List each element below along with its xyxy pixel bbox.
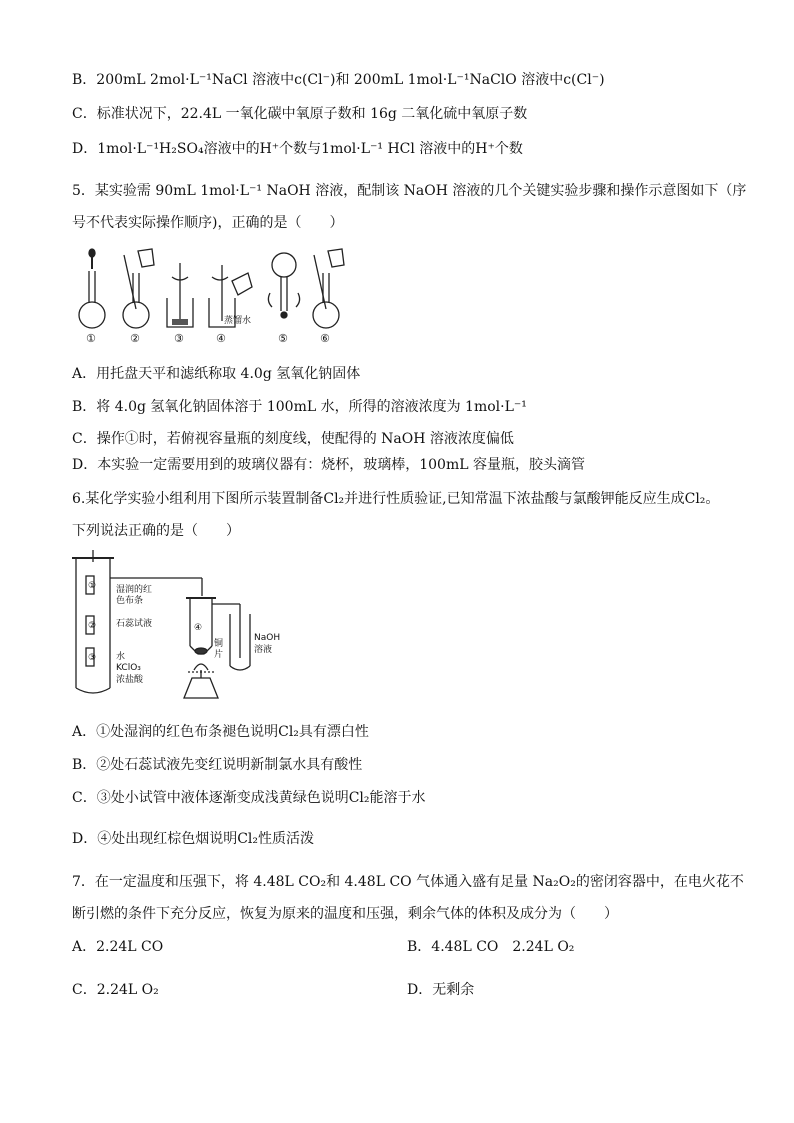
label-water: 水 xyxy=(116,652,126,662)
label-wet-cloth-a: 湿润的红 xyxy=(116,585,153,595)
q6-option-b: B．②处石蕊试液先变红说明新制氯水具有酸性 xyxy=(72,757,363,773)
fig-num-3: ③ xyxy=(174,332,184,345)
label-copper-a: 铜 xyxy=(214,639,224,649)
q7-option-c: C．2.24L O₂ xyxy=(72,982,159,998)
q4-option-d: D．1mol·L⁻¹H₂SO₄溶液中的H⁺个数与1mol·L⁻¹ HCl 溶液中的H⁺个数 xyxy=(72,141,523,157)
label-n3: ③ xyxy=(88,653,97,663)
label-solution: 溶液 xyxy=(254,645,273,655)
q6-stem-line2: 下列说法正确的是（ ） xyxy=(72,523,240,539)
q4-option-c: C．标准状况下，22.4L 一氧化碳中氧原子数和 16g 二氧化硫中氧原子数 xyxy=(72,106,528,122)
q7-stem-line1: 7．在一定温度和压强下，将 4.48L CO₂和 4.48L CO 气体通入盛有足量 Na₂O₂的密闭容器中，在电火花不 xyxy=(72,874,744,890)
q7-option-d: D．无剩余 xyxy=(407,982,475,998)
label-kclo3: KClO₃ xyxy=(116,663,141,673)
q7-option-a: A．2.24L CO xyxy=(72,939,164,955)
label-copper-b: 片 xyxy=(214,650,224,660)
label-naoh: NaOH xyxy=(254,633,281,643)
fig-num-4: ④ xyxy=(216,332,226,345)
q6-chlorine-apparatus-figure xyxy=(72,548,288,704)
label-n4: ④ xyxy=(194,623,203,633)
q5-option-d: D．本实验一定需要用到的玻璃仪器有：烧杯，玻璃棒，100mL 容量瓶，胶头滴管 xyxy=(72,457,585,473)
q5-option-b: B．将 4.0g 氢氧化钠固体溶于 100mL 水，所得的溶液浓度为 1mol·L⁻¹ xyxy=(72,399,527,415)
q6-option-d: D．④处出现红棕色烟说明Cl₂性质活泼 xyxy=(72,831,315,847)
q7-option-b: B．4.48L CO 2.24L O₂ xyxy=(407,939,575,955)
q6-stem-line1: 6.某化学实验小组利用下图所示装置制备Cl₂并进行性质验证,已知常温下浓盐酸与氯酸钾能反应生成Cl₂。 xyxy=(72,491,720,507)
q5-stem-line1: 5．某实验需 90mL 1mol·L⁻¹ NaOH 溶液，配制该 NaOH 溶液的几个关键实验步骤和操作示意图如下（序 xyxy=(72,183,747,199)
fig-num-2: ② xyxy=(130,332,140,345)
q5-solution-prep-figure xyxy=(72,243,352,345)
q6-option-a: A．①处湿润的红色布条褪色说明Cl₂具有漂白性 xyxy=(72,724,369,740)
label-n2: ② xyxy=(88,621,97,631)
label-wet-cloth-b: 色布条 xyxy=(116,596,144,606)
q5-option-c: C．操作①时，若俯视容量瓶的刻度线，使配得的 NaOH 溶液浓度偏低 xyxy=(72,431,514,447)
label-n1: ① xyxy=(88,581,97,591)
q5-stem-line2: 号不代表实际操作顺序)，正确的是（ ） xyxy=(72,215,344,231)
q4-option-b: B．200mL 2mol·L⁻¹NaCl 溶液中c(Cl⁻)和 200mL 1mol·L⁻¹NaClO 溶液中c(Cl⁻) xyxy=(72,72,605,88)
q7-stem-line2: 断引燃的条件下充分反应，恢复为原来的温度和压强，剩余气体的体积及成分为（ ） xyxy=(72,906,618,922)
label-conc-hcl: 浓盐酸 xyxy=(116,675,144,685)
label-litmus: 石蕊试液 xyxy=(116,619,153,629)
fig-num-6: ⑥ xyxy=(320,332,330,345)
q6-option-c: C．③处小试管中液体逐渐变成浅黄绿色说明Cl₂能溶于水 xyxy=(72,790,426,806)
fig-num-5: ⑤ xyxy=(278,332,288,345)
distilled-water-label: 蒸馏水 xyxy=(224,316,252,326)
q5-option-a: A．用托盘天平和滤纸称取 4.0g 氢氧化钠固体 xyxy=(72,366,361,382)
fig-num-1: ① xyxy=(86,332,96,345)
volumetric-flask-icon xyxy=(79,302,105,328)
